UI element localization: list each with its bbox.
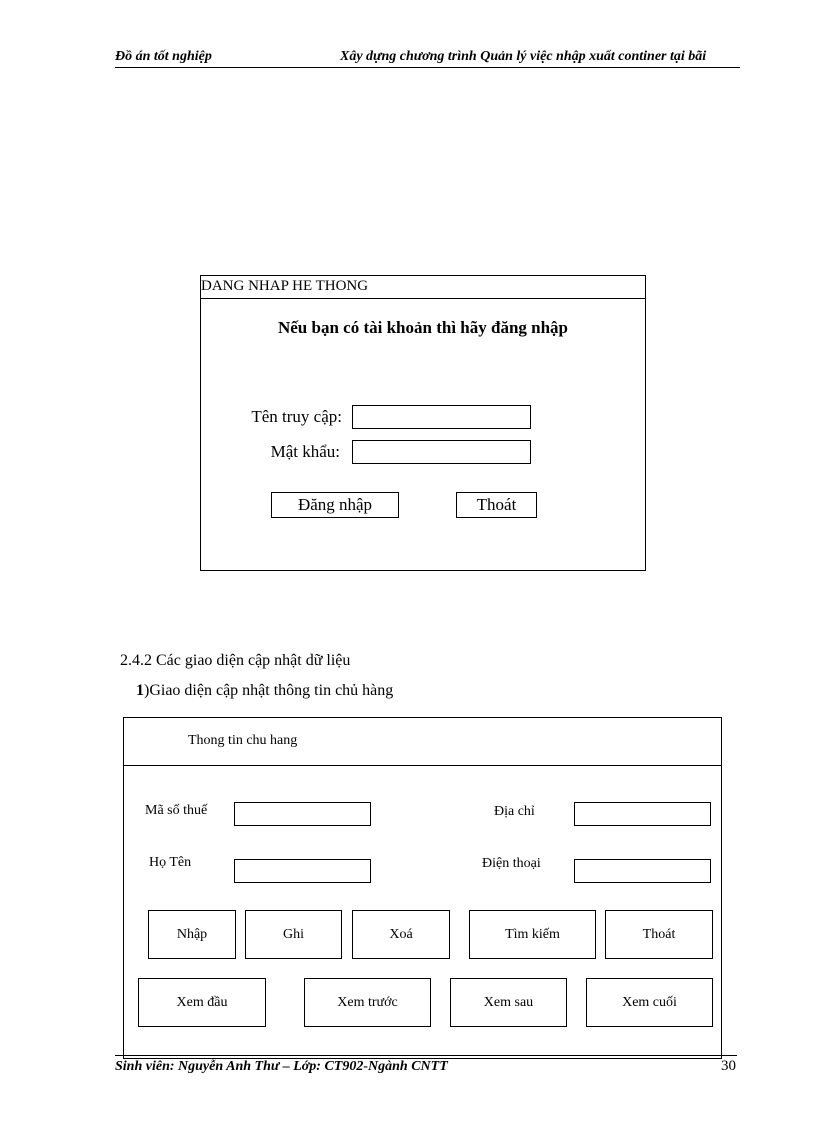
exit-button[interactable]: Thoát [456,492,537,518]
header-right: Xây dựng chương trình Quản lý việc nhập xuất continer tại bãi [340,49,707,64]
password-label: Mật khẩu: [270,442,340,461]
tax-code-input[interactable] [234,802,371,826]
login-title-separator [201,298,645,299]
delete-button[interactable]: Xoá [352,910,450,959]
subsection-text: )Giao diện cập nhật thông tin chủ hàng [144,682,394,699]
name-label: Họ Tên [149,855,192,870]
header-rule [115,67,740,68]
next-record-button[interactable]: Xem sau [450,978,567,1027]
address-input[interactable] [574,802,711,826]
password-input[interactable] [352,440,531,464]
footer-text: Sinh viên: Nguyễn Anh Thư – Lớp: CT902-Ngành CNTT [115,1059,448,1074]
username-label: Tên truy cập: [251,407,342,426]
subsection-number: 1 [136,682,144,699]
login-title: DANG NHAP HE THONG [201,278,369,294]
exit-owner-button[interactable]: Thoát [605,910,713,959]
address-label: Địa chỉ [494,804,535,819]
login-dialog [200,275,646,571]
phone-label: Điện thoại [482,856,541,871]
phone-input[interactable] [574,859,711,883]
last-record-button[interactable]: Xem cuối [586,978,713,1027]
owner-dialog [123,717,722,1059]
search-button[interactable]: Tìm kiếm [469,910,596,959]
name-input[interactable] [234,859,371,883]
save-button[interactable]: Ghi [245,910,342,959]
previous-record-button[interactable]: Xem trước [304,978,431,1027]
tax-code-label: Mã số thuế [145,803,208,818]
add-button[interactable]: Nhập [148,910,236,959]
section-heading: 2.4.2 Các giao diện cập nhật dữ liệu [120,652,351,669]
header-left: Đồ án tốt nghiệp [115,49,212,64]
owner-title-separator [124,765,721,766]
page-number: 30 [721,1058,736,1074]
first-record-button[interactable]: Xem đầu [138,978,266,1027]
username-input[interactable] [352,405,531,429]
login-button[interactable]: Đăng nhập [271,492,399,518]
owner-title: Thong tin chu hang [188,733,298,748]
login-heading: Nếu bạn có tài khoản thì hãy đăng nhập [277,318,569,337]
subsection-heading [136,682,393,700]
footer-rule [115,1055,737,1056]
